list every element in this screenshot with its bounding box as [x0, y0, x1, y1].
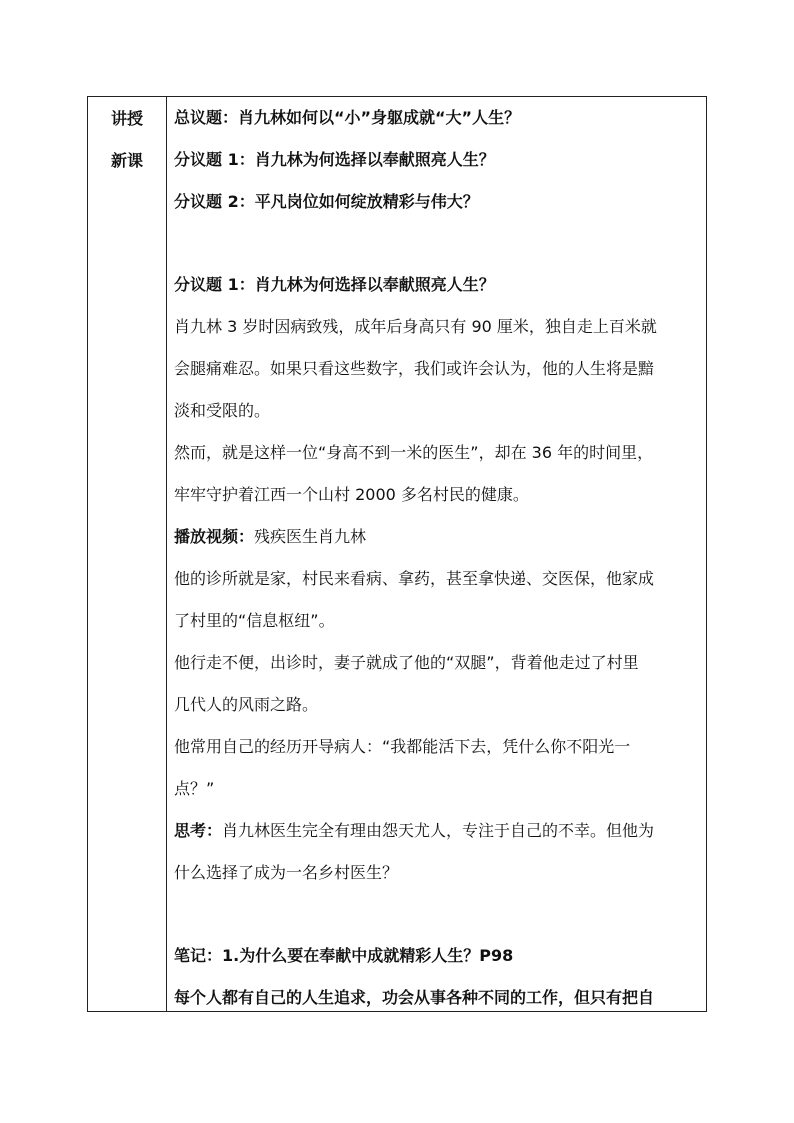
paragraph-line: 他的诊所就是家，村民来看病、拿药，甚至拿快递、交医保，他家成 — [174, 569, 655, 588]
paragraph-line: 他行走不便，出诊时，妻子就成了他的“双腿”，背着他走过了村里 — [174, 653, 639, 672]
sub-topic-1: 分议题 1：肖九林为何选择以奉献照亮人生？ — [174, 150, 495, 169]
column-divider — [166, 97, 167, 1011]
main-topic: 总议题：肖九林如何以“小”身躯成就“大”人生？ — [174, 108, 521, 127]
think-label: 思考： — [174, 821, 223, 840]
paragraph-line: 几代人的风雨之路。 — [174, 695, 319, 714]
video-line — [174, 526, 366, 548]
stage-label-line1: 讲授 — [110, 109, 143, 128]
think-text: 肖九林医生完全有理由怨天尤人，专注于自己的不幸。但他为 — [222, 821, 655, 840]
section-heading: 分议题 1：肖九林为何选择以奉献照亮人生？ — [174, 275, 495, 294]
stage-label-line2: 新课 — [110, 151, 143, 170]
note-heading: 笔记：1.为什么要在奉献中成就精彩人生？P98 — [174, 946, 514, 965]
video-label: 播放视频： — [174, 527, 255, 546]
paragraph-line: 会腿痛难忍。如果只看这些数字，我们或许会认为，他的人生将是黯 — [174, 359, 655, 378]
paragraph-line: 了村里的“信息枢纽”。 — [174, 611, 335, 630]
note-text: 每个人都有自己的人生追求，功会从事各种不同的工作，但只有把自 — [174, 988, 655, 1007]
paragraph-line: 肖九林 3 岁时因病致残，成年后身高只有 90 厘米，独自走上百米就 — [174, 317, 657, 336]
paragraph-line: 然而，就是这样一位“身高不到一米的医生”，却在 36 年的时间里， — [174, 443, 654, 462]
paragraph-line: 他常用自己的经历开导病人：“我都能活下去，凭什么你不阳光一 — [174, 737, 631, 756]
paragraph-line: 淡和受限的。 — [174, 401, 271, 420]
paragraph-line: 点？” — [174, 779, 215, 798]
think-line — [174, 820, 654, 842]
think-line-2: 什么选择了成为一名乡村医生？ — [174, 863, 399, 882]
paragraph-line: 牢牢守护着江西一个山村 2000 多名村民的健康。 — [174, 485, 529, 504]
video-title: 残疾医生肖九林 — [254, 527, 367, 546]
sub-topic-2: 分议题 2：平凡岗位如何绽放精彩与伟大？ — [174, 192, 479, 211]
lesson-table — [87, 96, 707, 1012]
